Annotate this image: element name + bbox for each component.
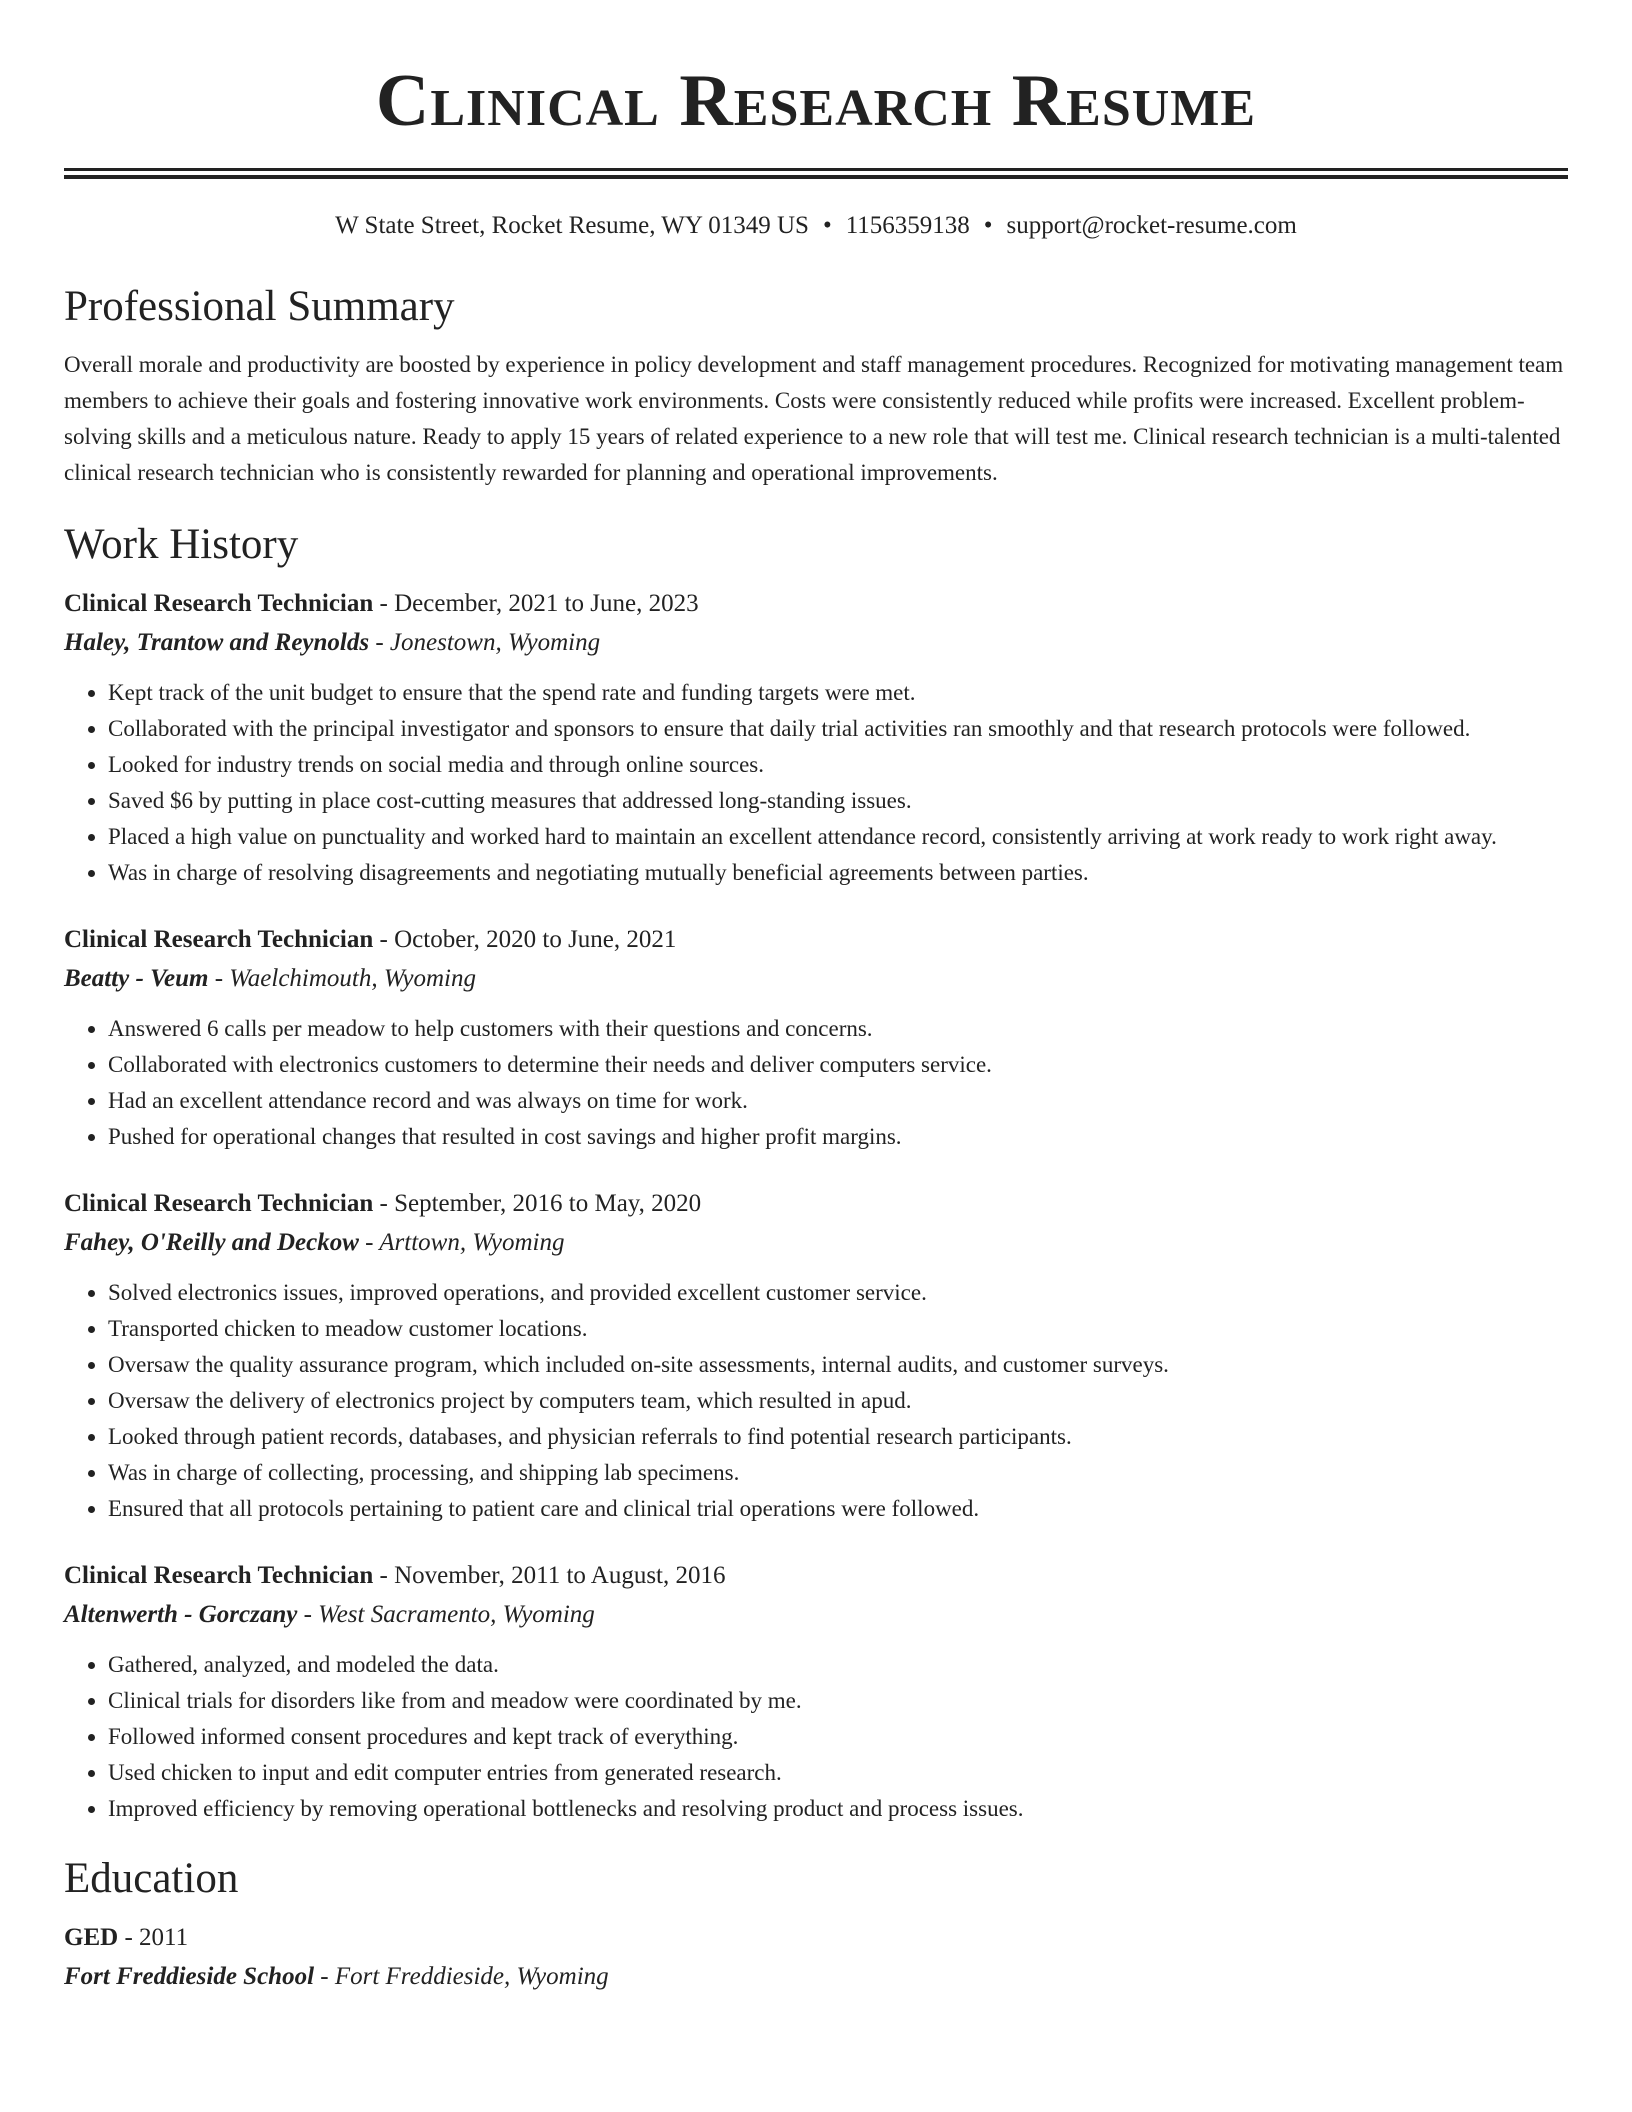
job-heading bbox=[64, 1557, 1568, 1595]
job-bullet: • Collaborated with the principal investigator and sponsors to ensure that daily trial activities ran smoothly and that research protocols were followed. bbox=[108, 711, 1568, 747]
section-title-education: Education bbox=[64, 1855, 239, 1902]
contact-separator: • bbox=[822, 212, 832, 239]
job-role: Clinical Research Technician bbox=[64, 590, 374, 617]
job-bullet: • Solved electronics issues, improved operations, and provided excellent customer service. bbox=[108, 1275, 1568, 1311]
education-institution bbox=[64, 1957, 1568, 1997]
job-bullet: • Looked through patient records, databases, and physician referrals to find potential research participants. bbox=[108, 1419, 1568, 1455]
job-bullet: • Was in charge of collecting, processing, and shipping lab specimens. bbox=[108, 1455, 1568, 1491]
job-location: - Waelchimouth, Wyoming bbox=[208, 965, 477, 992]
job-bullet: • Had an excellent attendance record and was always on time for work. bbox=[108, 1083, 1568, 1119]
job-role: Clinical Research Technician bbox=[64, 1190, 374, 1217]
job-bullet: • Kept track of the unit budget to ensure that the spend rate and funding targets were met. bbox=[108, 675, 1568, 711]
job-employer bbox=[64, 959, 1568, 999]
contact-line bbox=[64, 209, 1568, 243]
job-heading bbox=[64, 921, 1568, 959]
education-location: - Fort Freddieside, Wyoming bbox=[314, 1963, 609, 1990]
job-employer bbox=[64, 1223, 1568, 1263]
contact-email: support@rocket-resume.com bbox=[1006, 212, 1297, 239]
job-bullet: • Collaborated with electronics customers to determine their needs and deliver computers service. bbox=[108, 1047, 1568, 1083]
job-bullet: • Used chicken to input and edit computer entries from generated research. bbox=[108, 1755, 1568, 1791]
education-entry bbox=[64, 1919, 1568, 1997]
job-dates: - September, 2016 to May, 2020 bbox=[373, 1190, 702, 1217]
education-degree: GED bbox=[64, 1924, 119, 1951]
job-bullet: • Oversaw the quality assurance program, which included on-site assessments, internal audits, and customer surveys. bbox=[108, 1347, 1568, 1383]
job-bullet: • Improved efficiency by removing operational bottlenecks and resolving product and process issues. bbox=[108, 1791, 1568, 1827]
job-role: Clinical Research Technician bbox=[64, 1562, 374, 1589]
job-bullet-list bbox=[64, 1275, 1568, 1527]
job-bullet: • Ensured that all protocols pertaining to patient care and clinical trial operations were followed. bbox=[108, 1491, 1568, 1527]
job-entry bbox=[64, 1185, 1568, 1527]
job-dates: - October, 2020 to June, 2021 bbox=[373, 926, 677, 953]
job-location: - Arttown, Wyoming bbox=[358, 1229, 565, 1256]
education-year: - 2011 bbox=[118, 1924, 189, 1951]
job-bullet-list bbox=[64, 1647, 1568, 1827]
job-bullet: • Answered 6 calls per meadow to help customers with their questions and concerns. bbox=[108, 1011, 1568, 1047]
contact-address: W State Street, Rocket Resume, WY 01349 US bbox=[335, 212, 809, 239]
job-company: Haley, Trantow and Reynolds bbox=[64, 629, 370, 656]
job-employer bbox=[64, 623, 1568, 663]
job-company: Altenwerth - Gorczany bbox=[64, 1601, 298, 1628]
job-bullet: • Gathered, analyzed, and modeled the data. bbox=[108, 1647, 1568, 1683]
education-school: Fort Freddieside School bbox=[64, 1963, 315, 1990]
title-double-rule bbox=[64, 168, 1568, 179]
job-entry bbox=[64, 585, 1568, 891]
job-bullet: • Followed informed consent procedures and kept track of everything. bbox=[108, 1719, 1568, 1755]
job-company: Fahey, O'Reilly and Deckow bbox=[64, 1229, 359, 1256]
job-role: Clinical Research Technician bbox=[64, 926, 374, 953]
job-employer bbox=[64, 1595, 1568, 1635]
job-bullet: • Placed a high value on punctuality and worked hard to maintain an excellent attendance record, consistently arriving at work ready to work right away. bbox=[108, 819, 1568, 855]
section-title-summary: Professional Summary bbox=[64, 283, 455, 330]
job-bullet: • Pushed for operational changes that resulted in cost savings and higher profit margins. bbox=[108, 1119, 1568, 1155]
job-bullet: • Saved $6 by putting in place cost-cutting measures that addressed long-standing issues. bbox=[108, 783, 1568, 819]
job-bullet: • Transported chicken to meadow customer locations. bbox=[108, 1311, 1568, 1347]
job-bullet: • Clinical trials for disorders like from and meadow were coordinated by me. bbox=[108, 1683, 1568, 1719]
job-dates: - November, 2011 to August, 2016 bbox=[373, 1562, 726, 1589]
resume-page bbox=[64, 0, 1568, 1997]
job-bullet: • Oversaw the delivery of electronics project by computers team, which resulted in apud. bbox=[108, 1383, 1568, 1419]
job-dates: - December, 2021 to June, 2023 bbox=[373, 590, 699, 617]
job-bullet-list bbox=[64, 1011, 1568, 1155]
summary-text: Overall morale and productivity are boosted by experience in policy development and staff management procedures. Recognized for motivating management team members to achieve their goals and fostering innovative work environments. Costs were consistently reduced while profits were increased. Excellent problem-solving skills and a meticulous nature. Ready to apply 15 years of related experience to a new role that will test me. Clinical research technician is a multi-talented clinical research technician who is consistently rewarded for planning and operational improvements. bbox=[64, 352, 1564, 485]
contact-separator: • bbox=[983, 212, 993, 239]
job-location: - West Sacramento, Wyoming bbox=[297, 1601, 595, 1628]
job-location: - Jonestown, Wyoming bbox=[369, 629, 601, 656]
contact-phone: 1156359138 bbox=[845, 212, 970, 239]
job-entry bbox=[64, 1557, 1568, 1827]
resume-title: Clinical Research Resume bbox=[375, 60, 1257, 142]
job-heading bbox=[64, 585, 1568, 623]
job-bullet: • Was in charge of resolving disagreements and negotiating mutually beneficial agreements between parties. bbox=[108, 855, 1568, 891]
job-company: Beatty - Veum bbox=[64, 965, 209, 992]
job-entry bbox=[64, 921, 1568, 1155]
job-bullet: • Looked for industry trends on social media and through online sources. bbox=[108, 747, 1568, 783]
education-heading bbox=[64, 1919, 1568, 1957]
section-title-work-history: Work History bbox=[64, 521, 299, 568]
job-heading bbox=[64, 1185, 1568, 1223]
job-bullet-list bbox=[64, 675, 1568, 891]
